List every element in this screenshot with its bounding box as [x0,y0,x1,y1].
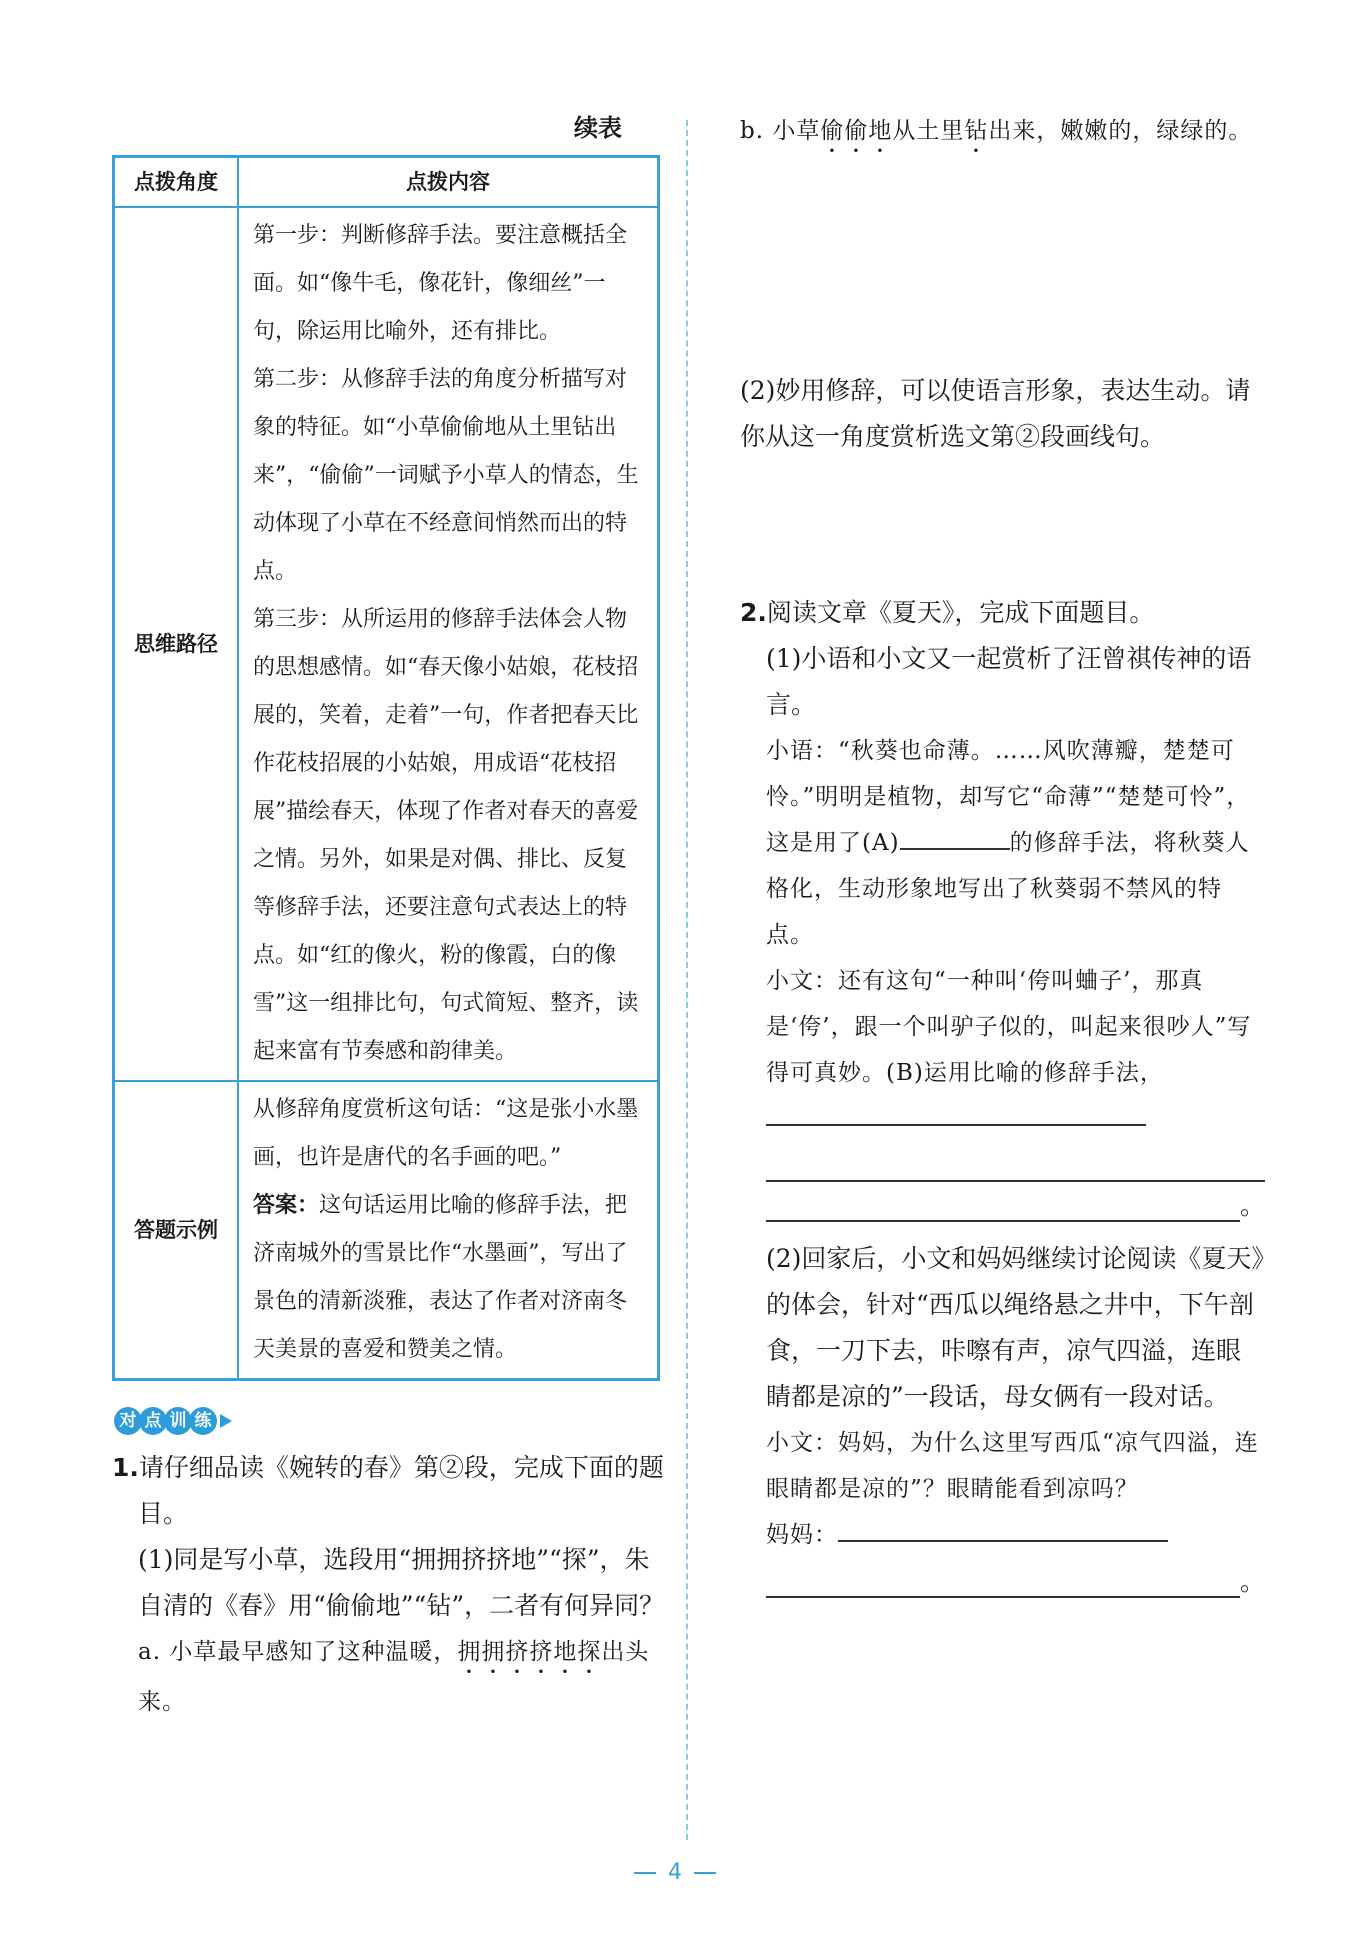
answer-line[interactable] [766,1182,1240,1222]
badge-char: 对 [114,1407,142,1435]
question-2-text: 阅读文章《夏天》，完成下面题目。 [766,598,1155,627]
step-2: 第二步：从修辞手法的角度分析描写对象的特征。如“小草偷偷地从土里钻出来”，“偷偷”一词赋予小草人的情态，生动体现了小草在不经意间悄然而出的特点。 [253,367,639,584]
page-number [0,1860,1350,1885]
answer-text: 这句话运用比喻的修辞手法，把济南城外的雪景比作“水墨画”，写出了景色的清新淡雅，表达了作者对济南冬天美景的喜爱和赞美之情。 [253,1193,628,1362]
badge-char: 训 [164,1407,192,1435]
question-2-sub1: (1)小语和小文又一起赏析了汪曾祺传神的语言。 [766,644,1252,719]
sentence-b-emphasis-2: 钻 [964,118,989,144]
mother-label: 妈妈： [766,1522,838,1548]
period: 。 [1239,1567,1265,1596]
mother-answer-input[interactable] [838,1540,1168,1542]
answer-line[interactable] [766,1558,1240,1598]
paragraph-xiaowen [740,958,1265,1142]
question-2-number: 2. [740,598,767,627]
answer-line[interactable] [766,1142,1265,1182]
sentence-a-pre: a. 小草最早感知了这种温暖， [138,1639,458,1665]
example-question: 从修辞角度赏析这句话：“这是张小水墨画，也许是唐代的名手画的吧。” [253,1097,639,1170]
sentence-a-emphasis: 拥拥挤挤地探 [457,1639,602,1665]
badge-char: 点 [139,1407,167,1435]
question-1-sub1: (1)同是写小草，选段用“拥拥挤挤地”“探”，朱自清的《春》用“偷偷地”“钻”，二者有何异同？ [138,1545,665,1620]
answer-space [740,460,1265,590]
example-sentence-a [112,1629,672,1725]
paragraph-xiaoyu [740,728,1265,958]
sentence-b-pre: b. 小草 [740,118,821,144]
dialogue-mother [740,1512,1265,1558]
header-angle: 点拨角度 [114,157,239,208]
table-row [114,207,659,1081]
badge-char: 练 [189,1407,217,1435]
xiaowen-text: 小文：还有这句“一种叫‘侉叫蛐子’，那真是‘侉’，跟一个叫驴子似的，叫起来很吵人”写得可真妙。(B)运用比喻的修辞手法， [766,968,1252,1086]
question-1 [112,1445,672,1537]
blank-b-input[interactable] [766,1124,1146,1126]
sentence-b-emphasis: 偷偷地 [820,118,893,144]
answer-line-row [740,1558,1265,1598]
answer-label: 答案： [253,1193,320,1218]
answer-line-row [740,1182,1265,1222]
sentence-a-post: 出头来。 [138,1639,650,1715]
page-number-value: 4 [668,1860,682,1885]
question-1-number: 1. [112,1453,139,1482]
training-badge [114,1407,232,1435]
sentence-b-post: 出来，嫩嫩的，绿绿的。 [988,118,1253,144]
table-row [114,1081,659,1380]
table-continued-title: 续表 [574,114,622,142]
page-number-bar-left [634,1872,656,1874]
question-1-sub2: (2)妙用修辞，可以使语言形象，表达生动。请你从这一角度赏析选文第②段画线句。 [740,376,1251,451]
row-content-thinking [238,207,659,1081]
question-1-text: 请仔细品读《婉转的春》第②段，完成下面的题目。 [138,1453,664,1528]
tips-table [112,155,660,1381]
page-number-bar-right [694,1872,716,1874]
header-content: 点拨内容 [238,157,659,208]
step-1: 第一步：判断修辞手法。要注意概括全面。如“像牛毛，像花针，像细丝”一句，除运用比喻外，还有排比。 [253,223,628,344]
example-answer [253,1182,647,1374]
row-label-example: 答题示例 [114,1081,239,1380]
step-3: 第三步：从所运用的修辞手法体会人物的思想感情。如“春天像小姑娘，花枝招展的，笑着，走着”一句，作者把春天比作花枝招展的小姑娘，用成语“花枝招展”描绘春天，体现了作者对春天的喜爱之情。另外，如果是对偶、排比、反复等修辞手法，还要注意句式表达上的特点。如“红的像火，粉的像霞，白的像雪”这一组排比句，句式简短、整齐，读起来富有节奏感和韵律美。 [253,607,639,1064]
row-label-thinking: 思维路径 [114,207,239,1081]
xiaoyu-pre: 小语：“秋葵也命薄。……风吹薄瓣，楚楚可怜。”明明是植物，却写它“命薄”“楚楚可怜”，这是用了(A) [766,738,1251,856]
question-2-sub2: (2)回家后，小文和妈妈继续讨论阅读《夏天》的体会，针对“西瓜以绳络悬之井中，下午剖食，一刀下去，咔嚓有声，凉气四溢，连眼睛都是凉的”一段话，母女俩有一段对话。 [766,1244,1264,1411]
xiaoyu-post: 的修辞手法，将秋葵人格化，生动形象地写出了秋葵弱不禁风的特点。 [766,830,1250,948]
row-content-example [238,1081,659,1380]
badge-arrow-icon [220,1414,232,1428]
dialogue-xiaowen: 小文：妈妈，为什么这里写西瓜“凉气四溢，连眼睛都是凉的”？眼睛能看到凉吗？ [766,1430,1259,1502]
left-column [112,108,672,1725]
column-divider [686,120,688,1840]
sentence-b-mid: 从土里 [892,118,965,144]
blank-a-input[interactable] [900,848,1010,850]
period: 。 [1239,1191,1265,1220]
table-header-row [114,157,659,208]
example-sentence-b [740,108,1265,158]
right-column [740,108,1265,1598]
answer-space [740,158,1265,368]
question-2 [740,590,1265,636]
